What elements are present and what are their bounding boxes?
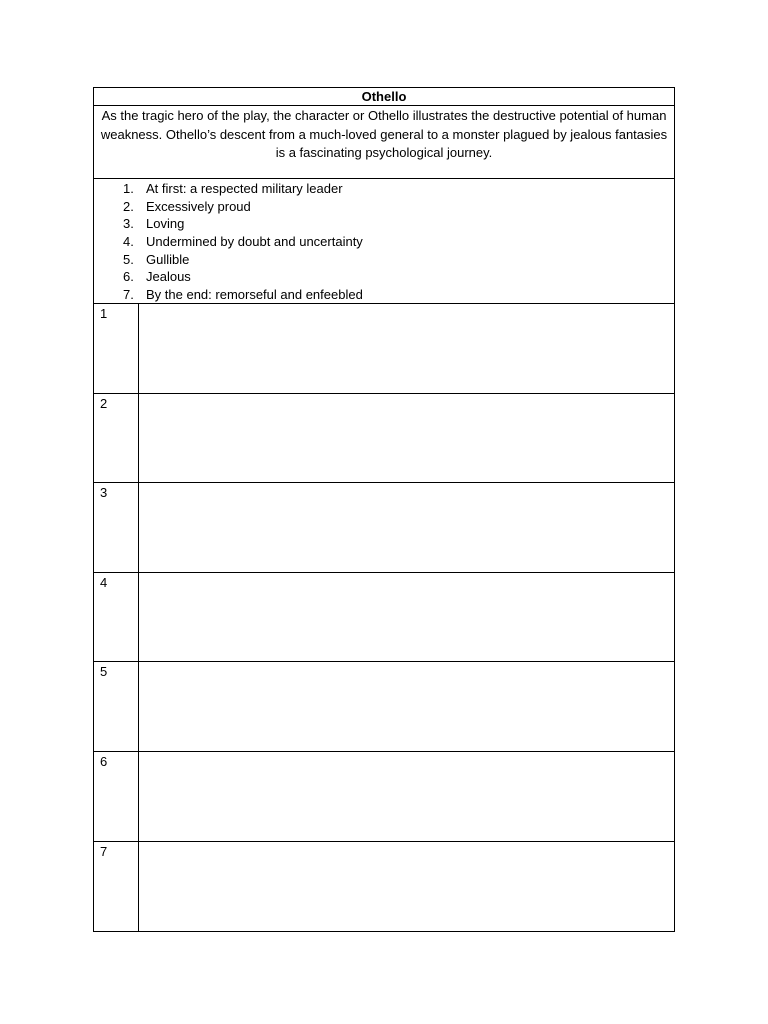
table-row	[94, 573, 674, 663]
trait-text: Gullible	[146, 251, 190, 267]
answer-cell-3[interactable]	[139, 483, 674, 572]
answer-cell-5[interactable]	[139, 662, 674, 751]
trait-item: 4. Undermined by doubt and uncertainty	[123, 234, 363, 250]
trait-text: By the end: remorseful and enfeebled	[146, 287, 363, 303]
traits-list	[94, 180, 674, 304]
table-row	[94, 752, 674, 842]
trait-item: 2. Excessively proud	[123, 198, 251, 214]
answer-cell-1[interactable]	[139, 304, 674, 393]
trait-item: 6. Jealous	[123, 269, 191, 285]
answer-grid	[94, 304, 674, 931]
row-number: 3	[94, 483, 139, 572]
worksheet-title: Othello	[94, 88, 674, 106]
worksheet-table	[93, 87, 675, 932]
trait-item: 7. By the end: remorseful and enfeebled	[123, 287, 363, 303]
trait-text: At first: a respected military leader	[146, 181, 343, 196]
row-number: 5	[94, 662, 139, 751]
row-number: 2	[94, 394, 139, 483]
table-row	[94, 483, 674, 573]
trait-item: 5. Gullible	[123, 251, 190, 267]
row-number: 1	[94, 304, 139, 393]
traits-cell	[94, 179, 674, 304]
trait-text: Jealous	[146, 269, 191, 285]
answer-cell-2[interactable]	[139, 394, 674, 483]
trait-item: 1. At first: a respected military leader	[123, 181, 343, 196]
row-number: 7	[94, 842, 139, 932]
trait-text: Loving	[146, 216, 185, 232]
answer-cell-7[interactable]	[139, 842, 674, 932]
table-row	[94, 394, 674, 484]
trait-text: Undermined by doubt and uncertainty	[146, 234, 363, 250]
trait-text: Excessively proud	[146, 198, 251, 214]
row-number: 4	[94, 573, 139, 662]
intro-paragraph: As the tragic hero of the play, the character or Othello illustrates the destructive potential of human weakness. Othello’s descent from a much-loved general to a monster plagued by jealous fantasies is a fascinating psychological journey.	[94, 106, 674, 179]
table-row	[94, 842, 674, 932]
table-row	[94, 304, 674, 394]
row-number: 6	[94, 752, 139, 841]
answer-cell-6[interactable]	[139, 752, 674, 841]
trait-item: 3. Loving	[123, 216, 185, 232]
table-row	[94, 662, 674, 752]
answer-cell-4[interactable]	[139, 573, 674, 662]
